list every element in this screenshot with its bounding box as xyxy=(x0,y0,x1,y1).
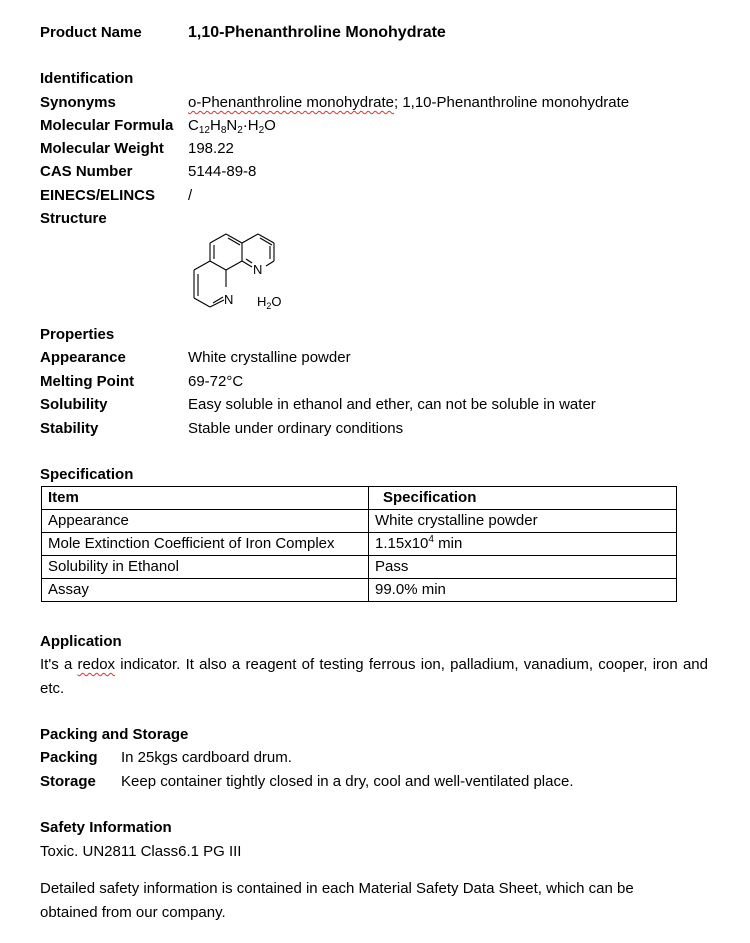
table-cell-spec: Pass xyxy=(369,556,677,579)
property-label-appearance: Appearance xyxy=(40,349,126,366)
einecs-label: EINECS/ELINCS xyxy=(40,187,156,204)
property-label-solubility: Solubility xyxy=(40,396,108,413)
property-value-melting-point: 69-72°C xyxy=(188,373,244,390)
table-row xyxy=(42,533,677,556)
application-text: It's a redox indicator. It also a reagent of testing ferrous ion, palladium, vanadium, cooper, iron and etc. xyxy=(40,656,708,697)
table-row xyxy=(42,510,677,533)
cas-number-value: 5144-89-8 xyxy=(188,163,257,180)
synonyms-value: o-Phenanthroline monohydrate; 1,10-Phenanthroline monohydrate xyxy=(188,94,630,111)
property-value-solubility: Easy soluble in ethanol and ether, can not be soluble in water xyxy=(188,396,596,413)
property-value-appearance: White crystalline powder xyxy=(188,349,351,366)
einecs-value: / xyxy=(188,187,193,204)
packing-storage-heading: Packing and Storage xyxy=(40,726,189,743)
molecular-weight-value: 198.22 xyxy=(188,140,234,157)
column-header-item: Item xyxy=(42,487,369,510)
table-cell-item: Solubility in Ethanol xyxy=(42,556,369,579)
identification-heading: Identification xyxy=(40,70,134,87)
property-label-stability: Stability xyxy=(40,420,99,437)
table-cell-item: Mole Extinction Coefficient of Iron Complex xyxy=(42,533,369,556)
table-cell-item: Appearance xyxy=(42,510,369,533)
property-value-stability: Stable under ordinary conditions xyxy=(188,420,404,437)
application-heading: Application xyxy=(40,633,122,650)
product-name-label: Product Name xyxy=(40,24,142,41)
structure-atom-n1: N xyxy=(253,262,263,277)
table-row xyxy=(42,556,677,579)
structure-water: $H_2O$ xyxy=(257,294,282,311)
structure-label: Structure xyxy=(40,210,107,227)
properties-heading: Properties xyxy=(40,326,115,343)
table-header-row xyxy=(42,487,677,510)
safety-line-1: Toxic. UN2811 Class6.1 PG III xyxy=(40,843,242,860)
storage-value: Keep container tightly closed in a dry, cool and well-ventilated place. xyxy=(121,773,574,790)
safety-line-2: Detailed safety information is contained in each Material Safety Data Sheet, which can be obtained from our company. xyxy=(40,880,634,921)
table-cell-item: Assay xyxy=(42,579,369,602)
synonyms-label: Synonyms xyxy=(40,94,116,111)
table-cell-spec: $1.15x10^4$ min xyxy=(369,533,677,556)
cas-number-label: CAS Number xyxy=(40,163,133,180)
property-label-melting-point: Melting Point xyxy=(40,373,135,390)
molecular-formula-label: Molecular Formula xyxy=(40,117,174,134)
product-name-value: 1,10-Phenanthroline Monohydrate xyxy=(188,24,446,41)
specification-table xyxy=(41,486,677,602)
specification-heading: Specification xyxy=(40,466,134,483)
storage-label: Storage xyxy=(40,773,96,790)
molecular-weight-label: Molecular Weight xyxy=(40,140,164,157)
table-cell-spec: White crystalline powder xyxy=(369,510,677,533)
packing-label: Packing xyxy=(40,749,98,766)
column-header-specification: Specification xyxy=(369,487,677,510)
molecular-formula-value: $C_{12}H_8N_2\cdot H_2O$ xyxy=(188,117,276,136)
safety-heading: Safety Information xyxy=(40,819,172,836)
table-row xyxy=(42,579,677,602)
table-cell-spec: 99.0% min xyxy=(369,579,677,602)
phenanthroline-structure-diagram xyxy=(180,230,310,315)
structure-atom-n2: N xyxy=(224,292,234,307)
packing-value: In 25kgs cardboard drum. xyxy=(121,749,292,766)
